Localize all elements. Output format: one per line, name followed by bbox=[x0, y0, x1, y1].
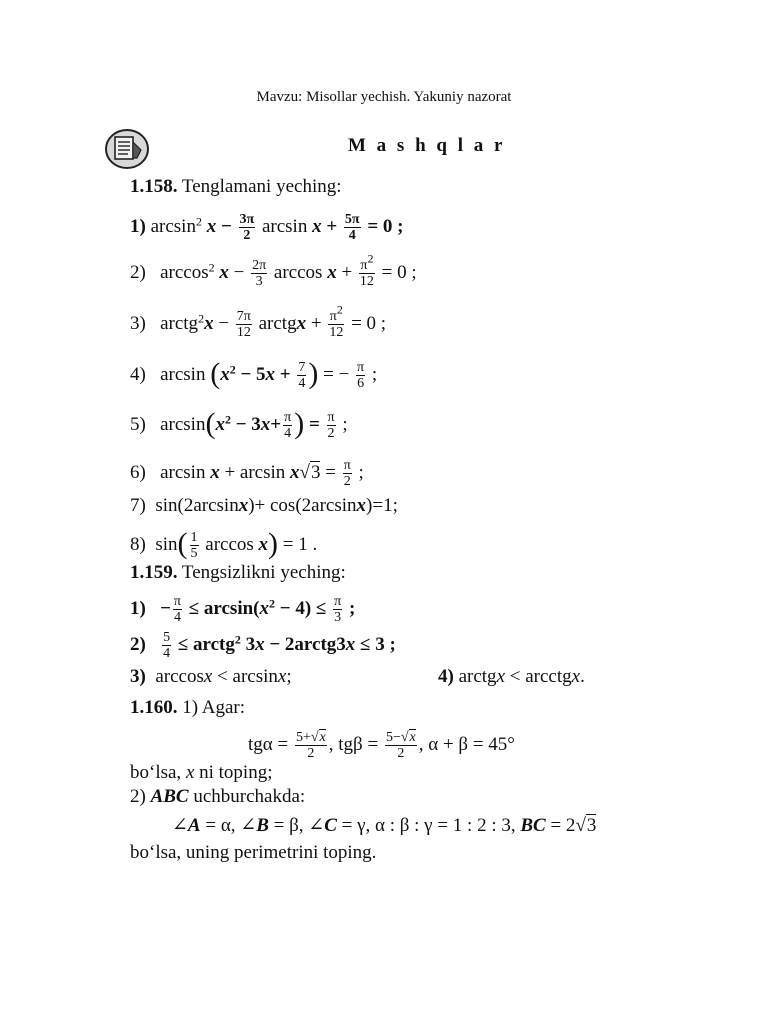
fraction: $\frac{2\pi}{3}$ bbox=[252, 258, 267, 289]
eq-tail: . bbox=[580, 666, 585, 687]
var: B bbox=[256, 815, 269, 836]
fraction: $\frac{\pi}{4}$ bbox=[284, 410, 292, 441]
var: x bbox=[204, 312, 214, 334]
func: arctg bbox=[258, 312, 297, 334]
var: x bbox=[210, 461, 220, 483]
equation-8: 8) sin( $\frac{1}{5}$ arccos x) = 1 . bbox=[130, 526, 318, 561]
equation-4: 4) $\arcsin (x^2 - 5x$ + $\frac{7}{4}$ ) = − $\frac{\pi}{6}$ ; bbox=[130, 356, 378, 391]
term: − 4) ≤ bbox=[279, 597, 327, 619]
eq-tail: ≤ 3 ; bbox=[360, 633, 396, 655]
term: tgα = bbox=[248, 733, 289, 755]
var: x bbox=[290, 461, 300, 483]
eq-tail: = 0 ; bbox=[367, 215, 404, 237]
var: C bbox=[324, 815, 337, 836]
var: A bbox=[187, 815, 201, 836]
var: x bbox=[496, 666, 505, 687]
term: − 2arctg3 bbox=[269, 633, 346, 655]
radicand: 3 bbox=[310, 461, 321, 483]
term: = α, ∠ bbox=[205, 815, 257, 836]
page-header: Mavzu: Misollar yechish. Yakuniy nazorat bbox=[256, 89, 512, 105]
term: − bbox=[160, 597, 171, 619]
var: x bbox=[215, 413, 225, 435]
problem-160-heading bbox=[130, 697, 245, 719]
fraction: $\frac{\pi}{2}$ bbox=[327, 410, 335, 441]
term: = γ, α : β : γ = 1 : 2 : 3, bbox=[341, 815, 516, 836]
equation-6: 6) arcsin x + arcsin x√3 = $\frac{\pi}{2}$ ; bbox=[130, 458, 364, 489]
item-number: 3) bbox=[130, 312, 146, 334]
problem-title: Tengsizlikni yeching: bbox=[181, 562, 346, 583]
problem-number: 1.160. bbox=[130, 697, 178, 718]
fraction: $\frac{3\pi}{2}$ bbox=[239, 212, 255, 243]
fraction: $\frac{7\pi}{12}$ bbox=[236, 309, 251, 340]
fraction: $\frac{\pi}{4}$ bbox=[173, 594, 181, 625]
var: x bbox=[260, 413, 271, 435]
var: x bbox=[277, 666, 287, 687]
fraction: $\frac{5+√x}{2}$ bbox=[295, 730, 326, 761]
term: bo‘lsa, bbox=[130, 762, 182, 783]
func: arcsin bbox=[160, 413, 206, 435]
var: x bbox=[220, 363, 230, 385]
fraction: $\frac{1}{5}$ bbox=[190, 530, 198, 561]
angle-conditions: ∠A = α, ∠B = β, ∠C = γ, α : β : γ = 1 : 2 : 3, BC = 2√3 bbox=[172, 815, 597, 836]
term: sin(2arcsin bbox=[155, 495, 239, 516]
term: , tgβ = bbox=[328, 733, 379, 755]
equation-5: 5) $\arcsin(x^2 - 3x+$ $\frac{\pi}{4}$ ) = $\frac{\pi}{2}$ ; bbox=[130, 406, 348, 441]
func: arcsin bbox=[150, 215, 196, 237]
final-line: bo‘lsa, uning perimetrini toping. bbox=[130, 842, 377, 863]
problem-158-heading bbox=[130, 176, 342, 198]
radicand: 3 bbox=[586, 815, 597, 836]
problem-number: 1.158. bbox=[130, 176, 178, 197]
term: 3 bbox=[245, 633, 256, 655]
fraction: $\frac{5\pi}{4}$ bbox=[344, 212, 360, 243]
part2-line bbox=[130, 786, 305, 808]
func: arccos bbox=[155, 666, 204, 687]
inequality-4 bbox=[438, 666, 585, 688]
relation: = bbox=[308, 413, 320, 435]
term: ≤ arcsin( bbox=[188, 597, 260, 619]
func: arccos bbox=[160, 261, 209, 283]
fraction: $\frac{7}{4}$ bbox=[298, 360, 306, 391]
item-number: 1) bbox=[130, 597, 146, 619]
item-number: 2) bbox=[130, 261, 146, 283]
inequality-3 bbox=[130, 666, 292, 688]
fraction: $\frac{\pi}{6}$ bbox=[357, 360, 365, 391]
eq-tail: ; bbox=[371, 363, 378, 385]
part1-label: 1) Agar: bbox=[182, 697, 246, 718]
fraction: $\frac{\pi}{2}$ bbox=[343, 458, 351, 489]
item-number: 4) bbox=[438, 666, 454, 687]
term: , α + β = 45° bbox=[418, 733, 515, 755]
item-number: 2) bbox=[130, 786, 146, 807]
fraction: $\frac{5}{4}$ bbox=[163, 630, 171, 661]
var: x bbox=[258, 533, 269, 555]
func: arctg bbox=[160, 312, 199, 334]
term: < arcctg bbox=[509, 666, 572, 687]
var: x bbox=[327, 261, 337, 283]
problem-number: 1.159. bbox=[130, 562, 178, 583]
item-number: 2) bbox=[130, 633, 146, 655]
equation-2: 2) $\arccos^2 x$ − $\frac{2\pi}{3}$ arccos x + $\frac{\pi^2}{12}$ = 0 ; bbox=[130, 251, 417, 289]
term: = 2 bbox=[550, 815, 576, 836]
func: arccos bbox=[205, 533, 254, 555]
relation: = bbox=[325, 461, 336, 483]
eq-tail: ; bbox=[342, 413, 348, 435]
func: arcsin bbox=[160, 363, 206, 385]
eq-tail: ; bbox=[286, 666, 292, 687]
item-number: 7) bbox=[130, 495, 146, 516]
item-number: 8) bbox=[130, 533, 146, 555]
condition-line bbox=[130, 762, 273, 784]
var: x bbox=[206, 215, 217, 237]
equation-3: 3) arctg$^2$x − $\frac{7\pi}{12}$ arctgx + $\frac{\pi^2}{12}$ = 0 ; bbox=[130, 302, 387, 340]
eq-tail: )=1; bbox=[366, 495, 398, 516]
var: x bbox=[255, 633, 265, 655]
var: x bbox=[312, 215, 322, 237]
relation: = − bbox=[323, 363, 350, 385]
fraction: $\frac{\pi^2}{12}$ bbox=[329, 302, 344, 340]
section-title: M a s h q l a r bbox=[348, 135, 506, 156]
book-icon bbox=[104, 128, 150, 170]
eq-tail: = 0 ; bbox=[351, 312, 387, 334]
term: ≤ arctg bbox=[177, 633, 235, 655]
term: uchburchakda: bbox=[193, 786, 306, 807]
fraction: $\frac{\pi^2}{12}$ bbox=[359, 251, 374, 289]
var: x bbox=[356, 495, 367, 516]
var: BC bbox=[520, 815, 546, 836]
eq-tail: = 1 . bbox=[282, 533, 318, 555]
problem-159-heading bbox=[130, 562, 346, 584]
inequality-1: 1) − $\frac{\pi}{4}$ ≤ $\arcsin(x^2 - 4)$ ≤ $\frac{\pi}{3}$ ; bbox=[130, 594, 356, 625]
var: x bbox=[185, 762, 195, 783]
term: ∠ bbox=[172, 815, 188, 836]
fraction: $\frac{5-√x}{2}$ bbox=[385, 730, 416, 761]
var: x bbox=[238, 495, 249, 516]
tangent-equation bbox=[248, 730, 515, 761]
problem-title: Tenglamani yeching: bbox=[181, 176, 342, 197]
equation-1: 1) $\arcsin^2 x$ − $\frac{3\pi}{2}$ arcsin x + $\frac{5\pi}{4}$ = 0 ; bbox=[130, 212, 404, 243]
term: − 3 bbox=[235, 413, 261, 435]
var: x bbox=[571, 666, 581, 687]
eq-tail: = 0 ; bbox=[381, 261, 417, 283]
var: x bbox=[203, 666, 213, 687]
term: + arcsin bbox=[224, 461, 286, 483]
inequality-2: 2) $\frac{5}{4}$ ≤ arctg$^2$ 3x − 2arctg3x ≤ 3 ; bbox=[130, 630, 396, 661]
term: )+ cos(2arcsin bbox=[248, 495, 357, 516]
item-number: 1) bbox=[130, 215, 146, 237]
var: x bbox=[345, 633, 356, 655]
term: ni toping; bbox=[199, 762, 273, 783]
triangle-name: ABC bbox=[150, 786, 189, 807]
func: arctg bbox=[458, 666, 497, 687]
var: x bbox=[219, 261, 229, 283]
term: < arcsin bbox=[217, 666, 278, 687]
item-number: 5) bbox=[130, 413, 146, 435]
eq-tail: ; bbox=[348, 597, 356, 619]
var: x bbox=[265, 363, 276, 385]
fraction: $\frac{\pi}{3}$ bbox=[334, 594, 342, 625]
func: arcsin bbox=[261, 215, 308, 237]
term: = β, ∠ bbox=[273, 815, 325, 836]
eq-tail: ; bbox=[358, 461, 364, 483]
func: arcsin bbox=[160, 461, 206, 483]
func: arccos bbox=[273, 261, 323, 283]
item-number: 6) bbox=[130, 461, 146, 483]
var: x bbox=[259, 597, 270, 619]
equation-7 bbox=[130, 495, 398, 517]
term: − 5 bbox=[240, 363, 266, 385]
var: x bbox=[296, 312, 307, 334]
item-number: 4) bbox=[130, 363, 146, 385]
func: sin bbox=[155, 533, 178, 555]
item-number: 3) bbox=[130, 666, 146, 687]
